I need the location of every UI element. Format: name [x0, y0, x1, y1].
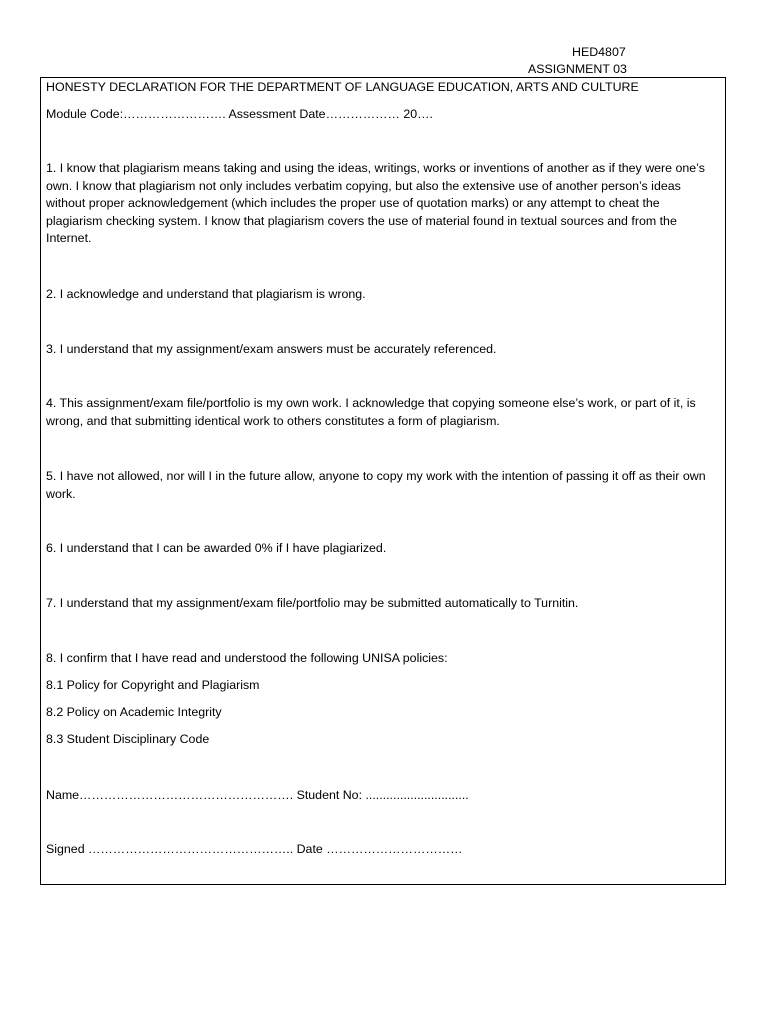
name-student-number-line: Name……………………………………………. Student No: .............................. [46, 788, 469, 802]
declaration-item-7: 7. I understand that my assignment/exam file/portfolio may be submitted automatically to Turnitin. [46, 596, 579, 610]
declaration-item-8: 8. I confirm that I have read and understood the following UNISA policies: [46, 651, 448, 665]
module-code-line: Module Code:……………………. Assessment Date……………… 20…. [46, 107, 433, 121]
declaration-item-4: 4. This assignment/exam file/portfolio is my own work. I acknowledge that copying someone else’s work, or part of it, is wrong, and that submitting identical work to others constitutes a form of plagiarism. [46, 396, 696, 428]
assignment-number: ASSIGNMENT 03 [528, 62, 627, 76]
declaration-item-5: 5. I have not allowed, nor will I in the future allow, anyone to copy my work with the intention of passing it off as their own work. [46, 469, 706, 501]
policy-item-disciplinary: 8.3 Student Disciplinary Code [46, 732, 210, 746]
declaration-title: HONESTY DECLARATION FOR THE DEPARTMENT OF LANGUAGE EDUCATION, ARTS AND CULTURE [46, 80, 639, 94]
declaration-item-3: 3. I understand that my assignment/exam answers must be accurately referenced. [46, 342, 497, 356]
declaration-item-6: 6. I understand that I can be awarded 0% if I have plagiarized. [46, 541, 387, 555]
document-code: HED4807 [572, 45, 626, 59]
policy-item-copyright: 8.1 Policy for Copyright and Plagiarism [46, 678, 260, 692]
declaration-item-1: 1. I know that plagiarism means taking and using the ideas, writings, works or inventions of another as if they were one’s own. I know that plagiarism not only includes verbatim copying, but also the extensive use of another person’s ideas without proper acknowledgement (which includes the proper use of quotation marks) or any attempt to cheat the plagiarism checking system. I know that plagiarism covers the use of material found in textual sources and from the Internet. [46, 161, 705, 246]
declaration-box [40, 77, 726, 885]
policy-item-integrity: 8.2 Policy on Academic Integrity [46, 705, 222, 719]
declaration-item-2: 2. I acknowledge and understand that plagiarism is wrong. [46, 287, 366, 301]
signature-date-line: Signed ………………………………………….. Date …………………………… [46, 842, 463, 856]
